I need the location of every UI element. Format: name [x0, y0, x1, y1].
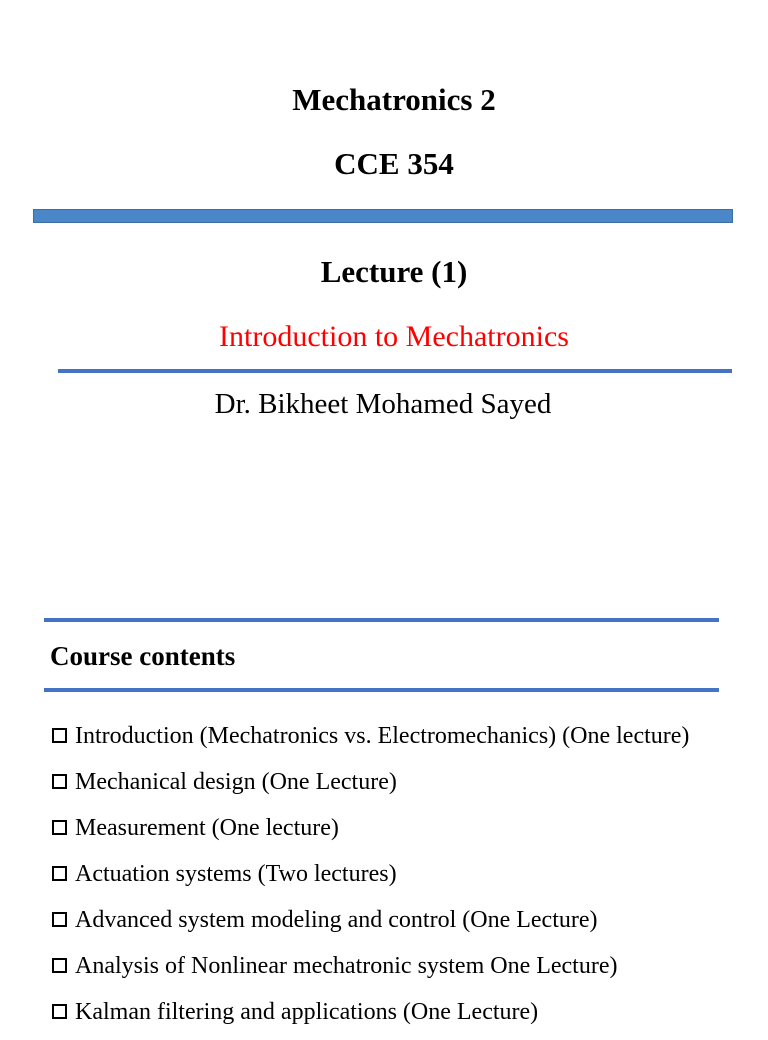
section-bottom-rule: [44, 688, 719, 692]
checkbox-icon: [52, 866, 67, 881]
list-item-label: Advanced system modeling and control (One Lecture): [75, 907, 598, 933]
list-item-label: Mechanical design (One Lecture): [75, 769, 397, 795]
course-contents-list: [52, 718, 689, 1040]
list-item-label: Measurement (One lecture): [75, 815, 339, 841]
checkbox-icon: [52, 820, 67, 835]
checkbox-icon: [52, 728, 67, 743]
list-item: [52, 856, 689, 902]
checkbox-icon: [52, 912, 67, 927]
section-top-rule: [44, 618, 719, 622]
checkbox-icon: [52, 774, 67, 789]
divider-rule: [58, 369, 732, 373]
header-bar: [33, 209, 733, 223]
list-item: [52, 718, 689, 764]
list-item: [52, 764, 689, 810]
list-item: [52, 902, 689, 948]
checkbox-icon: [52, 1004, 67, 1019]
list-item-label: Analysis of Nonlinear mechatronic system One Lecture): [75, 953, 618, 979]
list-item-label: Actuation systems (Two lectures): [75, 861, 397, 887]
author-name: Dr. Bikheet Mohamed Sayed: [214, 388, 552, 420]
list-item: [52, 948, 689, 994]
list-item: [52, 810, 689, 856]
lecture-title: Lecture (1): [320, 254, 468, 289]
course-title: Mechatronics 2: [292, 82, 496, 117]
list-item-label: Kalman filtering and applications (One Lecture): [75, 999, 539, 1025]
list-item: [52, 994, 689, 1040]
checkbox-icon: [52, 958, 67, 973]
course-code: CCE 354: [334, 146, 454, 181]
lecture-subtitle: Introduction to Mechatronics: [219, 320, 569, 353]
section-heading: Course contents: [50, 641, 236, 671]
list-item-label: Introduction (Mechatronics vs. Electromechanics) (One lecture): [75, 723, 690, 749]
